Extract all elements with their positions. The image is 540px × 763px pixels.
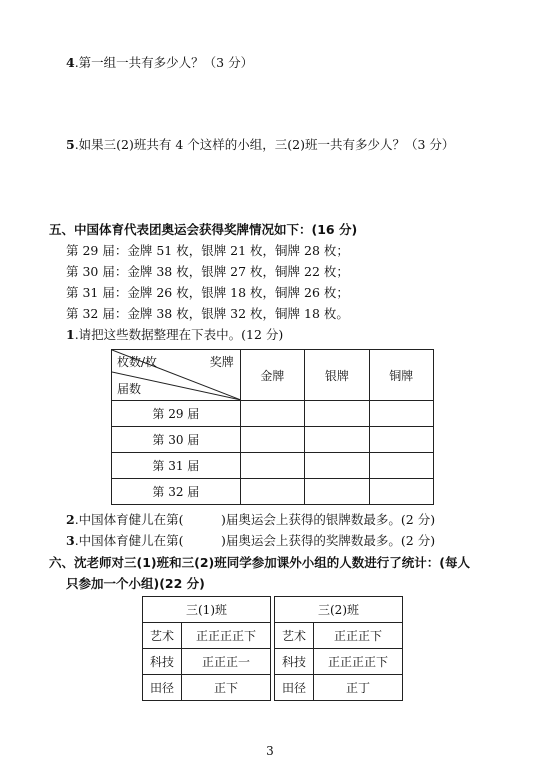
answer-cell[interactable] [305,401,369,427]
data-line: 第 31 届：金牌 26 枚，银牌 18 枚，铜牌 26 枚； [66,285,349,300]
row-label: 第 30 届 [112,427,241,453]
row-label: 第 31 届 [112,453,241,479]
question-text: .中国体育健儿在第( )届奥运会上获得的奖牌数最多。(2 分) [74,533,436,548]
page-number: 3 [266,744,274,758]
question-4 [66,55,253,71]
data-line: 第 29 届：金牌 51 枚，银牌 21 枚，铜牌 28 枚； [66,243,349,258]
tally-marks: 正下 [182,675,271,701]
answer-cell[interactable] [240,427,304,453]
table-row [143,675,403,701]
answer-cell[interactable] [305,453,369,479]
answer-cell[interactable] [240,479,304,505]
group-label: 田径 [275,675,314,701]
club-tally-table [142,596,403,701]
data-line: 第 32 届：金牌 38 枚，银牌 32 枚，铜牌 18 枚。 [66,306,349,321]
answer-cell[interactable] [369,401,433,427]
header-session-label: 届数 [117,382,142,396]
tally-marks: 正正正一 [182,649,271,675]
table-row [112,479,434,505]
tally-marks: 正正正正下 [182,623,271,649]
answer-cell[interactable] [369,453,433,479]
group-label: 艺术 [143,623,182,649]
question-text: .请把这些数据整理在下表中。(12 分) [74,327,284,342]
medal-table [111,349,434,505]
section-5-title: 五、中国体育代表团奥运会获得奖牌情况如下：(16 分) [49,222,358,237]
row-label: 第 29 届 [112,401,241,427]
group-label: 科技 [143,649,182,675]
answer-cell[interactable] [240,401,304,427]
sub-question-2 [66,512,435,528]
answer-cell[interactable] [305,479,369,505]
question-text: .中国体育健儿在第( )届奥运会上获得的银牌数最多。(2 分) [74,512,436,527]
table-row [112,453,434,479]
question-text: .如果三(2)班共有 4 个这样的小组，三(2)班一共有多少人？（3 分） [74,137,455,152]
section-6-title-cont: 只参加一个小组)(22 分) [66,576,205,591]
class2-header: 三(2)班 [275,597,403,623]
question-number: 3 [66,533,75,548]
header-medal-label: 奖牌 [209,355,234,369]
group-label: 田径 [143,675,182,701]
table-corner-header [112,350,241,401]
answer-cell[interactable] [369,427,433,453]
table-row [143,649,403,675]
question-number: 2 [66,512,75,527]
column-header-bronze: 铜牌 [369,350,433,401]
data-line: 第 30 届：金牌 38 枚，银牌 27 枚，铜牌 22 枚； [66,264,349,279]
group-label: 科技 [275,649,314,675]
tally-marks: 正丁 [314,675,403,701]
answer-cell[interactable] [369,479,433,505]
answer-cell[interactable] [240,453,304,479]
sub-question-3 [66,533,435,549]
question-number: 1 [66,327,75,342]
table-row [143,623,403,649]
header-count-label: 枚数/枚 [117,355,158,369]
section-6-title: 六、沈老师对三(1)班和三(2)班同学参加课外小组的人数进行了统计：(每人 [49,555,470,570]
question-number: 5 [66,137,75,152]
question-number: 4 [66,55,75,70]
question-5 [66,137,454,153]
class1-header: 三(1)班 [143,597,271,623]
answer-cell[interactable] [305,427,369,453]
tally-marks: 正正正正下 [314,649,403,675]
column-header-silver: 银牌 [305,350,369,401]
column-header-gold: 金牌 [240,350,304,401]
row-label: 第 32 届 [112,479,241,505]
table-row [112,401,434,427]
table-row [112,427,434,453]
sub-question-1 [66,327,283,343]
group-label: 艺术 [275,623,314,649]
tally-marks: 正正正下 [314,623,403,649]
question-text: .第一组一共有多少人？（3 分） [74,55,254,70]
